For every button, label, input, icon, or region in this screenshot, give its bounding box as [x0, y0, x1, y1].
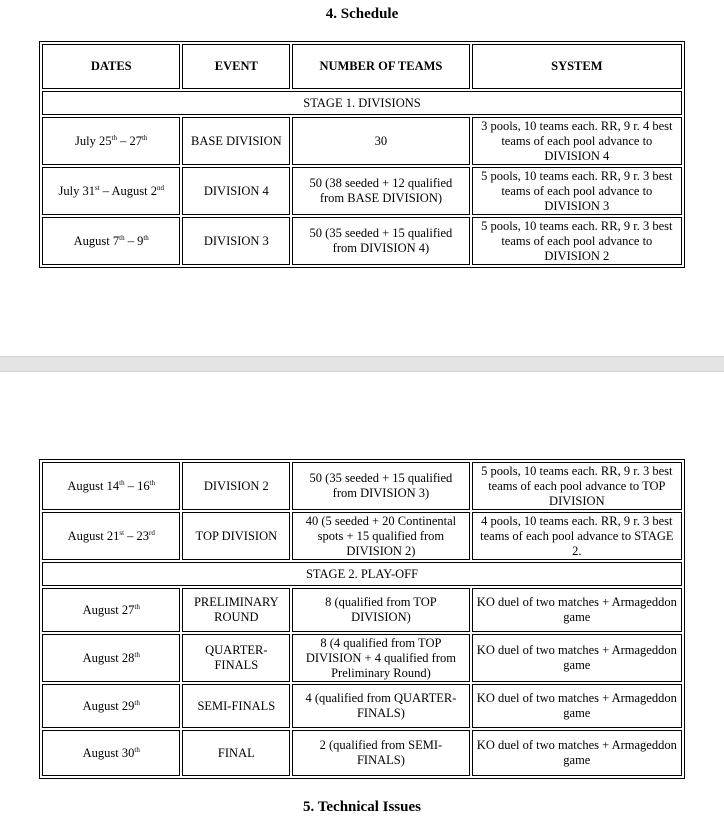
cell-system: KO duel of two matches + Armageddon game: [472, 588, 682, 632]
date-pre: August 7: [73, 233, 120, 248]
date-pre: August 30: [82, 745, 135, 760]
date-mid: – 16: [124, 478, 150, 493]
cell-date: [42, 684, 180, 728]
date-pre: July 31: [58, 183, 95, 198]
cell-event: TOP DIVISION: [182, 512, 290, 560]
cell-number-of-teams: 40 (5 seeded + 20 Continental spots + 15 qualified from DIVISION 2): [292, 512, 469, 560]
header-number-of-teams: NUMBER OF TEAMS: [292, 44, 469, 89]
cell-system: 5 pools, 10 teams each. RR, 9 r. 3 best teams of each pool advance to DIVISION 3: [472, 167, 682, 215]
cell-event: DIVISION 2: [182, 462, 290, 510]
date-mid: – August 2: [99, 183, 157, 198]
cell-system: 4 pools, 10 teams each. RR, 9 r. 3 best teams of each pool advance to STAGE 2.: [472, 512, 682, 560]
cell-event: DIVISION 4: [182, 167, 290, 215]
date-sup2: nd: [156, 183, 164, 192]
cell-date: [42, 634, 180, 682]
cell-date: [42, 588, 180, 632]
table-row: [42, 167, 682, 215]
date-mid: – 9: [124, 233, 144, 248]
table-row: [42, 217, 682, 265]
date-sup1: th: [134, 698, 140, 707]
schedule-table-part-2: [39, 459, 685, 779]
table-row: [42, 730, 682, 776]
cell-date: [42, 117, 180, 165]
header-system: SYSTEM: [472, 44, 682, 89]
stage-2-label: STAGE 2. PLAY-OFF: [42, 562, 682, 586]
cell-system: 5 pools, 10 teams each. RR, 9 r. 3 best teams of each pool advance to TOP DIVISION: [472, 462, 682, 510]
cell-system: KO duel of two matches + Armageddon game: [472, 684, 682, 728]
table-header-row: [42, 44, 682, 89]
date-sup1: st: [94, 183, 100, 192]
date-pre: August 27: [82, 602, 135, 617]
cell-date: [42, 512, 180, 560]
date-pre: August 29: [82, 698, 135, 713]
date-sup1: th: [134, 745, 140, 754]
cell-event: PRELIMINARY ROUND: [182, 588, 290, 632]
cell-number-of-teams: 2 (qualified from SEMI-FINALS): [292, 730, 469, 776]
cell-event: SEMI-FINALS: [182, 684, 290, 728]
date-sup2: th: [149, 478, 156, 487]
page-break: [0, 356, 724, 372]
date-pre: July 25: [75, 133, 112, 148]
cell-date: [42, 462, 180, 510]
stage-1-label: STAGE 1. DIVISIONS: [42, 91, 682, 115]
table-row: [42, 634, 682, 682]
cell-number-of-teams: 4 (qualified from QUARTER-FINALS): [292, 684, 469, 728]
cell-event: FINAL: [182, 730, 290, 776]
cell-event: DIVISION 3: [182, 217, 290, 265]
date-pre: August 21: [67, 528, 120, 543]
cell-date: [42, 167, 180, 215]
cell-system: 5 pools, 10 teams each. RR, 9 r. 3 best teams of each pool advance to DIVISION 2: [472, 217, 682, 265]
date-sup2: rd: [149, 528, 155, 537]
date-mid: – 23: [124, 528, 150, 543]
cell-date: [42, 730, 180, 776]
schedule-table-part-1: [39, 41, 685, 268]
cell-number-of-teams: 50 (38 seeded + 12 qualified from BASE DIVISION): [292, 167, 469, 215]
date-sup2: th: [141, 133, 148, 142]
cell-system: KO duel of two matches + Armageddon game: [472, 730, 682, 776]
date-sup1: st: [119, 528, 125, 537]
date-sup1: th: [119, 478, 125, 487]
date-sup1: th: [134, 650, 140, 659]
date-sup2: th: [143, 233, 149, 242]
cell-system: KO duel of two matches + Armageddon game: [472, 634, 682, 682]
header-event: EVENT: [182, 44, 290, 89]
table-row: [42, 684, 682, 728]
date-sup1: th: [111, 133, 117, 142]
cell-system: 3 pools, 10 teams each. RR, 9 r. 4 best teams of each pool advance to DIVISION 4: [472, 117, 682, 165]
cell-number-of-teams: 8 (qualified from TOP DIVISION): [292, 588, 469, 632]
cell-event: QUARTER-FINALS: [182, 634, 290, 682]
table-row: [42, 588, 682, 632]
date-mid: – 27: [116, 133, 142, 148]
cell-number-of-teams: 50 (35 seeded + 15 qualified from DIVISION 4): [292, 217, 469, 265]
cell-number-of-teams: 8 (4 qualified from TOP DIVISION + 4 qualified from Preliminary Round): [292, 634, 469, 682]
date-pre: August 28: [82, 650, 135, 665]
table-row: [42, 462, 682, 510]
section-title-schedule: 4. Schedule: [325, 6, 399, 22]
cell-event: BASE DIVISION: [182, 117, 290, 165]
table-row: [42, 117, 682, 165]
table-row: [42, 512, 682, 560]
cell-date: [42, 217, 180, 265]
header-dates: DATES: [42, 44, 180, 89]
date-sup1: th: [119, 233, 125, 242]
cell-number-of-teams: 50 (35 seeded + 15 qualified from DIVISION 3): [292, 462, 469, 510]
cell-number-of-teams: 30: [292, 117, 469, 165]
date-pre: August 14: [67, 478, 120, 493]
section-title-technical-issues: 5. Technical Issues: [303, 799, 421, 815]
date-sup1: th: [134, 602, 140, 611]
